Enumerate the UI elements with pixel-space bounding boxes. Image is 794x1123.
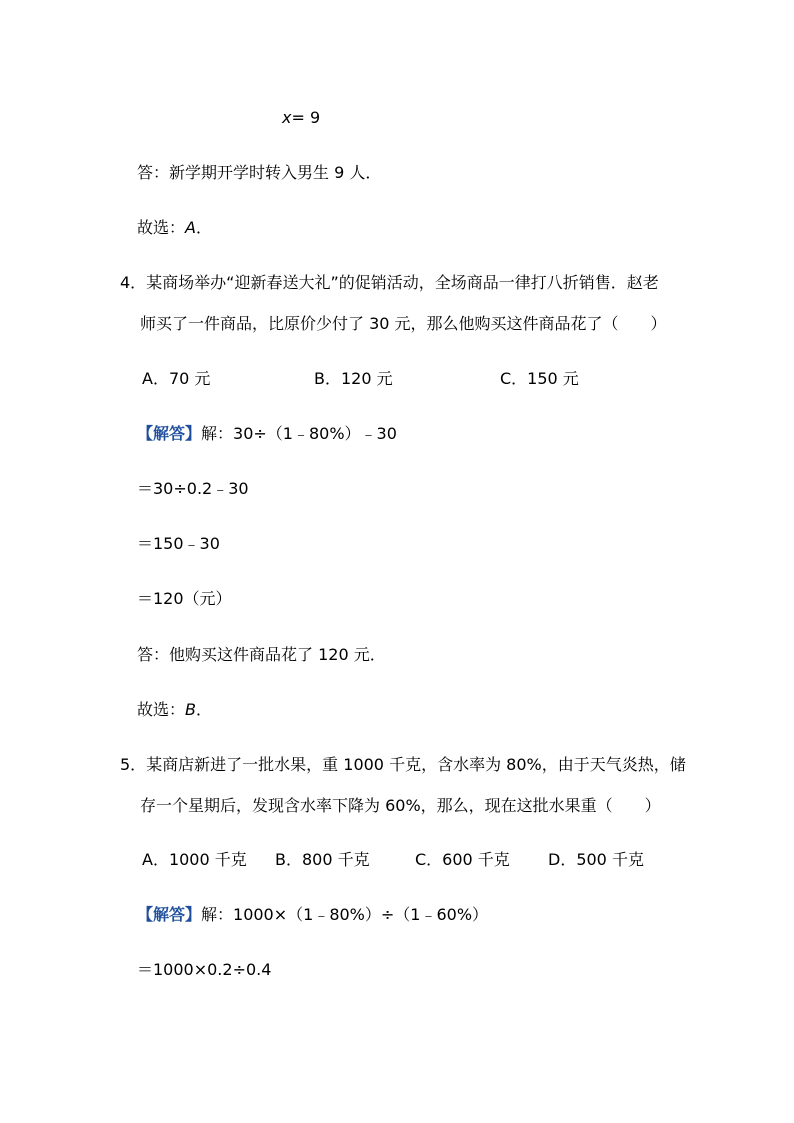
prev-answer: 答：新学期开学时转入男生 9 人． [137, 163, 382, 182]
q5-solution-step2: ＝1000×0.2÷0.4 [137, 960, 272, 979]
prev-choice [137, 218, 212, 238]
q5-option-a: A．1000 千克 [142, 850, 247, 869]
q4-stem-line2: 师买了一件商品，比原价少付了 30 元，那么他购买这件商品花了（ ） [140, 314, 667, 333]
equation-line [282, 108, 320, 128]
q5-solution-line1 [137, 905, 488, 925]
q5-option-b: B．800 千克 [275, 850, 370, 869]
choice-suffix: ． [196, 700, 213, 719]
equation-rest: = 9 [291, 108, 321, 127]
q4-stem-line1: 4．某商场举办“迎新春送大礼”的促销活动，全场商品一律打八折销售．赵老 [120, 273, 659, 292]
q4-solution-step4: ＝120（元） [137, 589, 232, 608]
q5-option-c: C．600 千克 [415, 850, 510, 869]
choice-letter: A [185, 218, 196, 237]
equation-variable: x [282, 108, 292, 127]
solution-step: 解：30÷（1﹣80%）﹣30 [201, 424, 397, 443]
solution-tag: 【解答】 [137, 424, 202, 443]
q4-solution-line1 [137, 424, 397, 444]
q5-option-d: D．500 千克 [548, 850, 644, 869]
q4-option-a: A．70 元 [142, 369, 211, 388]
q4-option-b: B．120 元 [314, 369, 393, 388]
choice-letter: B [185, 700, 196, 719]
choice-suffix: ． [195, 218, 212, 237]
q4-choice [137, 700, 212, 720]
choice-prefix: 故选： [137, 218, 186, 237]
q5-stem-line2: 存一个星期后，发现含水率下降为 60%，那么，现在这批水果重（ ） [140, 796, 661, 815]
q4-solution-step3: ＝150﹣30 [137, 534, 220, 553]
q5-stem-line1: 5．某商店新进了一批水果，重 1000 千克，含水率为 80%，由于天气炎热，储 [120, 755, 686, 774]
solution-tag: 【解答】 [137, 905, 202, 924]
q4-solution-step2: ＝30÷0.2﹣30 [137, 479, 249, 498]
choice-prefix: 故选： [137, 700, 186, 719]
q4-option-c: C．150 元 [500, 369, 579, 388]
q4-answer: 答：他购买这件商品花了 120 元． [137, 645, 386, 664]
solution-step: 解：1000×（1﹣80%）÷（1﹣60%） [201, 905, 489, 924]
